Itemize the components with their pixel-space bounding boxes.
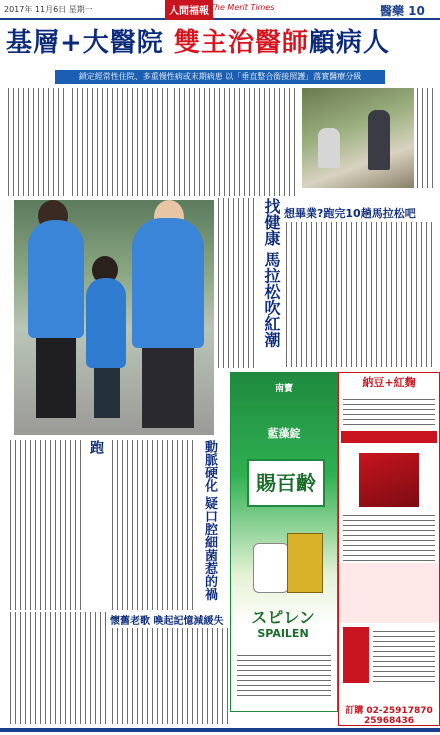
- issue-date: 2017年 11月6日 星期一: [4, 5, 93, 14]
- ad-natto-redblock: [343, 627, 369, 683]
- ad-spailen-brand: 賜百齡: [247, 459, 325, 507]
- ad-natto: [338, 372, 440, 726]
- product-box-icon: [359, 453, 419, 507]
- ad-natto-phone: 訂購 02-25917870 25968436: [345, 706, 433, 726]
- box-icon: [287, 533, 323, 593]
- heart-body: [8, 440, 84, 610]
- paper-logo: 人間福報: [165, 0, 213, 20]
- article-title-music: 懷舊老歌 喚起記憶減緩失: [110, 616, 224, 627]
- lead-subhead: 鎖定經常性住院、多重慢性病或末期病患 以「垂直整合銜接照護」落實醫療分級: [55, 70, 385, 84]
- photo-runners: [14, 200, 214, 435]
- lead-body-col3: [172, 88, 298, 196]
- headline-part3: 顧病人: [308, 28, 390, 58]
- ad-natto-intro: [343, 397, 435, 427]
- ad-natto-band: [341, 431, 437, 443]
- article-title-graduate: 想畢業?跑完10趟馬拉松吧: [284, 207, 416, 220]
- headline-part1: 基層+大醫院: [6, 28, 174, 58]
- graduate-body: [284, 222, 436, 367]
- lead-body-col1: [6, 88, 66, 196]
- article-title-artery: 動脈硬化 疑口腔細菌惹的禍: [202, 440, 217, 601]
- ad-spailen-fineprint: [237, 653, 331, 699]
- ad-natto-list: [373, 629, 435, 683]
- article-title-heart: 跑: [88, 440, 104, 454]
- heart-body-2: [110, 440, 194, 610]
- article-title-marathon: 找健康 馬拉松吹紅潮: [262, 198, 281, 348]
- marathon-body: [216, 198, 258, 368]
- ad-spailen-top: 南寶: [274, 384, 293, 394]
- photo-patients: [302, 88, 414, 188]
- photo-caption-top: [415, 88, 435, 188]
- ad-natto-banner: [339, 563, 439, 623]
- lead-body-col2: [70, 88, 168, 196]
- ad-natto-price: [343, 513, 435, 561]
- ad-spailen: [230, 372, 338, 712]
- paper-logo-en: The Merit Times: [210, 3, 275, 12]
- ad-spailen-sub: 藍藻錠: [267, 427, 301, 440]
- ad-spailen-kata: スピレン: [251, 608, 315, 627]
- page-footer-line: [0, 728, 440, 732]
- lead-headline: [6, 22, 436, 68]
- headline-part2: 雙主治醫師: [173, 28, 309, 58]
- section-label: 醫藥 10: [380, 4, 425, 18]
- music-body: [110, 628, 228, 724]
- bottle-icon: [253, 543, 289, 593]
- music-body-left: [8, 612, 106, 724]
- ad-natto-header: 納豆+紅麴: [339, 373, 439, 393]
- ad-spailen-en: SPAILEN: [257, 627, 309, 640]
